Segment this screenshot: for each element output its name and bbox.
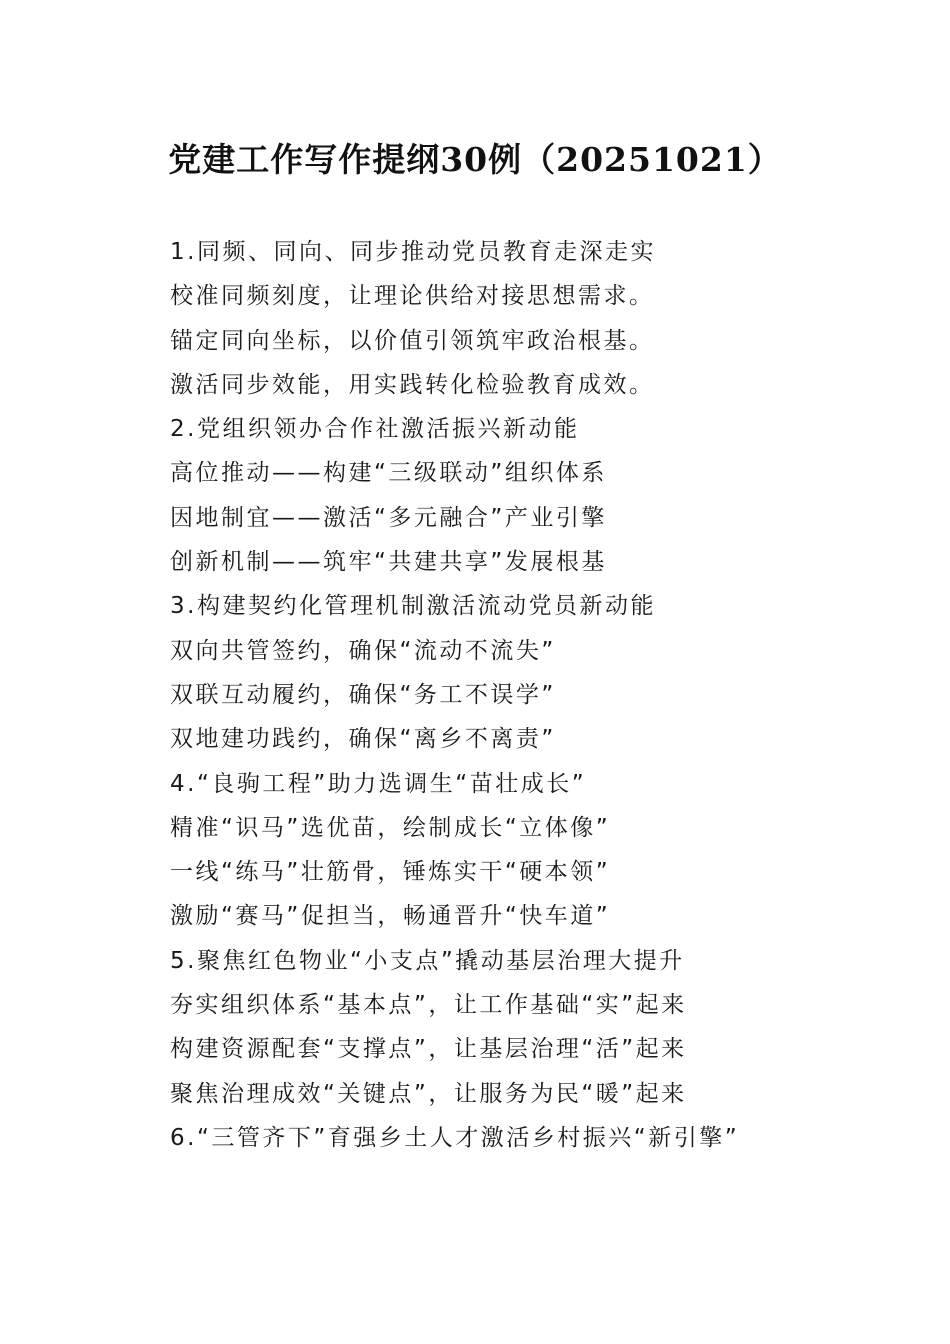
outline-line: 双向共管签约，确保“流动不流失” (170, 637, 556, 664)
outline-line: 1.同频、同向、同步推动党员教育走深走实 (170, 239, 656, 265)
outline-line: 构建资源配套“支撑点”，让基层治理“活”起来 (170, 1036, 687, 1063)
outline-line: 激励“赛马”促担当，畅通晋升“快车道” (170, 903, 611, 930)
outline-line: 锚定同向坐标，以价值引领筑牢政治根基。 (170, 327, 655, 354)
outline-line: 双联互动履约，确保“务工不误学” (170, 681, 556, 708)
outline-line: 2.党组织领办合作社激活振兴新动能 (170, 416, 580, 443)
outline-line: 6.“三管齐下”育强乡土人才激活乡村振兴“新引擎” (170, 1124, 740, 1151)
outline-line: 高位推动——构建“三级联动”组织体系 (170, 460, 607, 487)
outline-line: 创新机制——筑牢“共建共享”发展根基 (170, 549, 607, 576)
outline-line: 精准“识马”选优苗，绘制成长“立体像” (170, 814, 611, 841)
outline-line: 因地制宜——激活“多元融合”产业引擎 (170, 504, 607, 531)
outline-line: 校准同频刻度，让理论供给对接思想需求。 (170, 283, 655, 310)
outline-list (170, 230, 870, 1160)
outline-line: 3.构建契约化管理机制激活流动党员新动能 (170, 593, 656, 620)
outline-line: 激活同步效能，用实践转化检验教育成效。 (170, 371, 655, 398)
outline-line: 4.“良驹工程”助力选调生“苗壮成长” (170, 770, 587, 797)
outline-line: 一线“练马”壮筋骨，锤炼实干“硬本领” (170, 859, 611, 886)
outline-line: 聚焦治理成效“关键点”，让服务为民“暖”起来 (170, 1080, 687, 1107)
document-title: 党建工作写作提纲30例（20251021） (168, 140, 782, 179)
outline-line: 双地建功践约，确保“离乡不离责” (170, 726, 556, 753)
outline-line: 夯实组织体系“基本点”，让工作基础“实”起来 (170, 992, 687, 1019)
outline-line: 5.聚焦红色物业“小支点”撬动基层治理大提升 (170, 947, 685, 974)
